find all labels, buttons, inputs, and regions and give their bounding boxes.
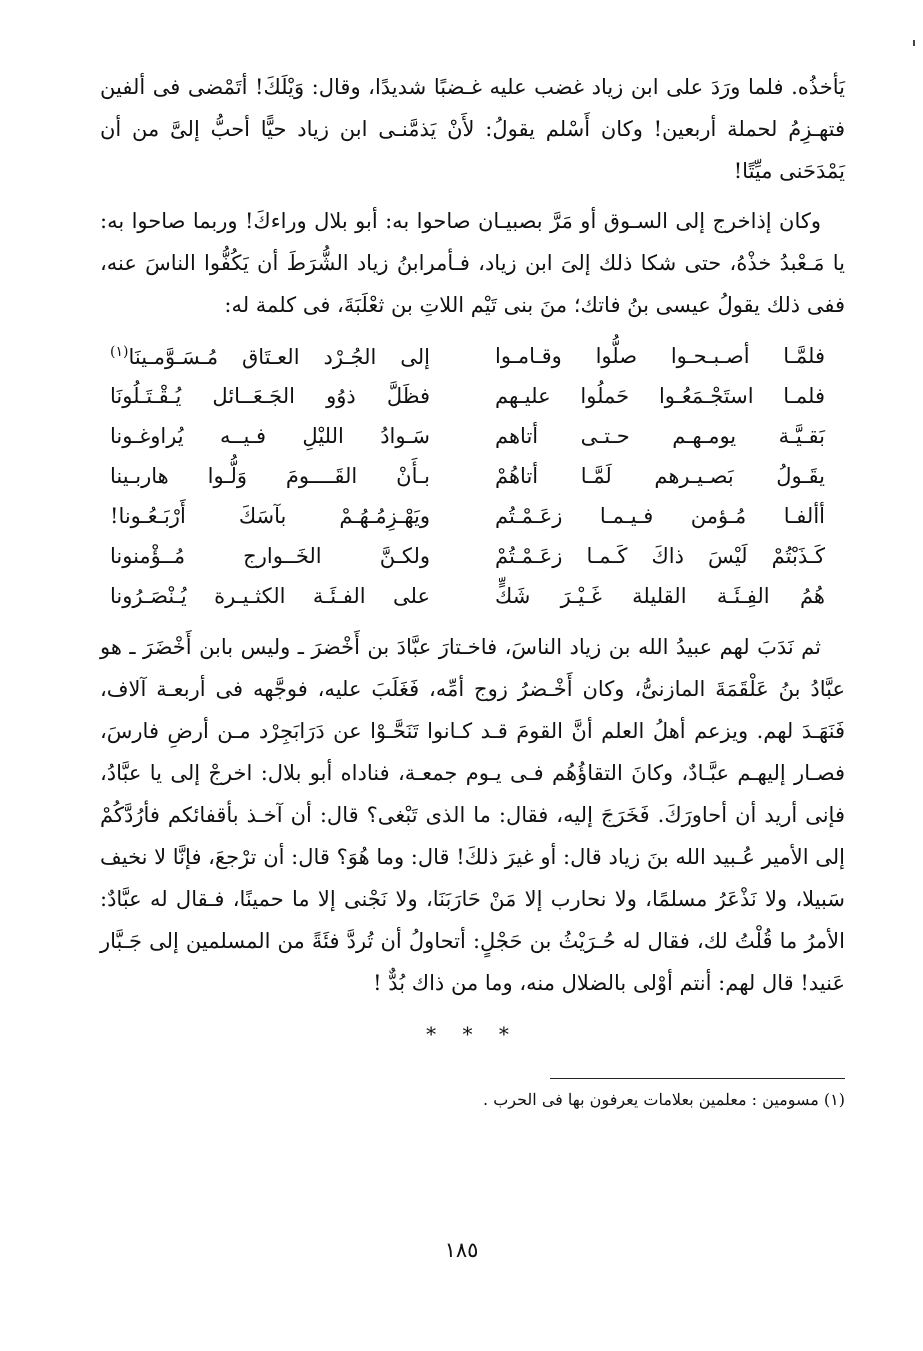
scan-edge-mark: [913, 40, 915, 46]
footnote: (١) مسومين : معلمين بعلامات يعرفون بها فى الحرب .: [483, 1090, 845, 1109]
footnote-mark: (١): [110, 343, 129, 360]
poem-verse: [100, 336, 825, 376]
poem-hemistich-second: بـأَنْ القَــــومَ وَلُّـوا هاربـينا: [110, 464, 430, 488]
poem-hemistich-first: فلمـا استَجْـمَعُـوا حَملُوا عليـهم: [495, 384, 825, 408]
poem-verse: [100, 576, 825, 616]
poem-hemistich-second: إلى الجُـرْد العـتَاق مُـسَـوَّمـينَا$^{(١)}$: [110, 343, 430, 369]
poem-hemistich-second: فظَلَّ ذوُو الجَـعَــائل يُـقْـتَـلُونَا: [110, 384, 430, 408]
poem-verse: [100, 376, 825, 416]
section-separator: * * *: [426, 1022, 519, 1046]
poem-hemistich-first: أألفـا مُـؤمن فـيـمـا زعَـمْـتُم: [495, 504, 825, 528]
poem-hemistich-first: فلمَّـا أصـبـحـوا صلُّوا وقـامـوا: [495, 344, 825, 368]
page-body: [100, 66, 845, 1111]
poem-hemistich-first: هُمُ الفِـئَـة القليلة غَـيْـرَ شَكٍّ: [495, 584, 825, 608]
poem: [100, 336, 845, 616]
poem-hemistich-first: بَقـيَّـة يومـهـم حـتـى أتاهم: [495, 424, 825, 448]
poem-verse: [100, 496, 825, 536]
paragraph-2: وكان إذاخرج إلى السـوق أو مَرَّ بصبيـان صاحوا به: أبو بلال وراءكَ! وربما صاحوا به: يا مَـعْبدُ خذْهُ، حتى شكا ذلك إلىَ ابن زياد، فـأمرابنُ زياد الشُّرَطَ أن يَكُفُّوا الناسَ عنه، ففى ذلك يقولُ عيسى بنُ فاتك؛ منَ بنى تَيْم اللاتِ بن ثعْلَبَةَ، فى كلمة له:: [100, 209, 845, 317]
poem-hemistich-second: سَـوادُ الليْلِ فـيــه يُراوغـونا: [110, 424, 430, 448]
poem-hemistich-second: على الفـئَـة الكثـيـرة يُـنْصَـرُونا: [110, 584, 430, 608]
poem-hemistich-second: ويَهْـزِمُـهُـمْ بآسَكَ أَرْبَـعُـونا!: [110, 504, 430, 528]
poem-verse: [100, 456, 825, 496]
footnote-rule: [550, 1078, 845, 1079]
paragraph-3: ثم نَدَبَ لهم عبيدُ الله بن زياد الناسَ، فاخـتارَ عبَّادَ بن أَخْضرَ ـ وليس بابن أَخْضَرَ ـ هو عبَّادُ بنُ عَلْقَمَةَ المازنىُّ، وكان أَخْـضرُ زوج أمِّه، فَغَلَبَ عليه، فوجَّهه فى أربعـة آلاف، فَنَهَـدَ لهم. ويزعم أهلُ العلم أنَّ القومَ قـد كـانوا تَنَحَّـوْا عن دَرَابَجِرْد مـن أرضِ فارسَ، فصـار إليهـم عبَّـادٌ، وكانَ التقاؤُهُم فـى يـوم جمعـة، فناداه أبو بلال: اخرجْ إلى يا عبَّادُ، فإنى أريد أن أحاورَكَ. فَخَرَجَ إليه، فقال: ما الذى تَبْغى؟ قال: أن آخـذ بأقفائكم فأرُدَّكُمْ إلى الأمير عُـبيد الله بنَ زياد قال: أو غيرَ ذلكَ! قال: وما هُوَ؟ قال: أن ترْجعَ، فإنَّا لا نخيف سَبيلا، ولا نَذْعَرُ مسلمًا، ولا نحارب إلا مَنْ حَارَبَنَا، ولا نَجْنى إلا ما حمينًا، فـقال له عبَّادٌ: الأمرُ ما قُلْتُ لك، فقال له حُـرَيْثُ بن حَجْلٍ: أتحاولُ أن تُردَّ فئَةً من المسلمين إلى جَـبَّار عَنيد! قال لهم: أنتم أوْلى بالضلال منه، وما من ذاك بُدٌّ !: [100, 635, 845, 995]
poem-hemistich-first: كَـذَبْتُمْ لَيْسَ ذاكَ كَـمـا زعَـمْـتُمْ: [495, 544, 825, 568]
poem-hemistich-second: ولكـنَّ الخَــوارج مُــؤْمنونا: [110, 544, 430, 568]
poem-verse: [100, 536, 825, 576]
poem-hemistich-first: يقَـولُ بَصـيـرهم لَمَّـا أتاهُمْ: [495, 464, 825, 488]
page-number: ١٨٥: [444, 1238, 479, 1262]
poem-verse: [100, 416, 825, 456]
paragraph-1: يَأخذُه. فلما ورَدَ على ابن زياد غضب عليه غـضبًا شديدًا، وقال: وَيْلَكَ! أتَمْضى فى ألفين فتهـزِمُ لحملة أربعين! وكان أَسْلم يقولُ: لأَنْ يَذمَّنـى ابن زياد حيًّا أحبُّ إلىَّ من أن يَمْدَحَنى ميِّتًا!: [100, 75, 845, 183]
